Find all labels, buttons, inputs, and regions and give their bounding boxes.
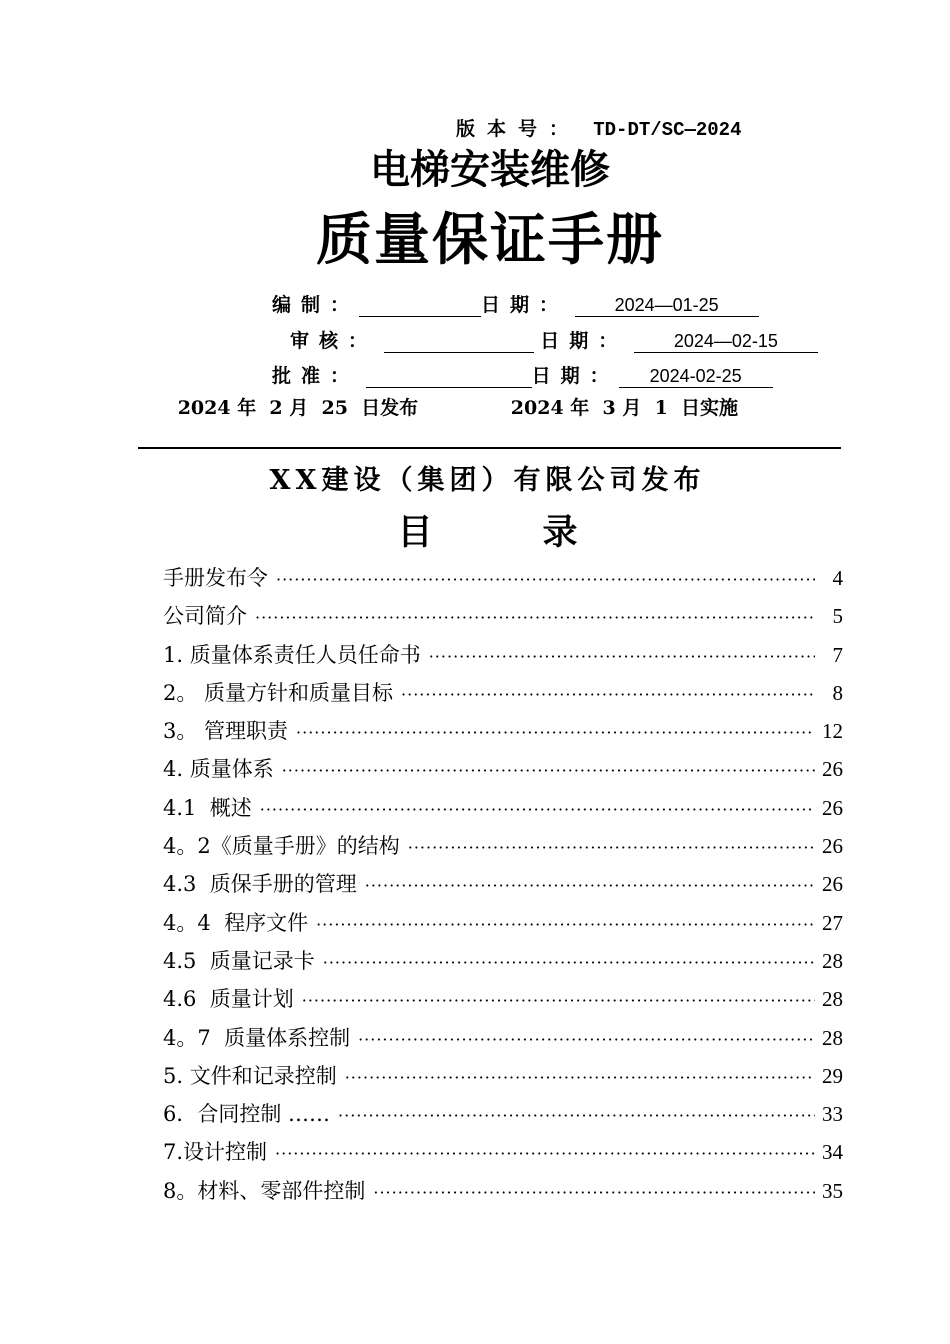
toc-entry[interactable] [163,600,843,638]
toc-entry-text: 4.6 质量计划 [163,987,294,1012]
effective-date: 2024 年 3 月 1 日实施 [510,397,739,419]
toc-entry-text: 4.1 概述 [163,795,252,820]
approved-date: 2024-02-25 [619,366,773,388]
prepared-signature-blank [359,296,481,317]
toc-entry-text: 4。7 质量体系控制 [163,1025,351,1050]
prepared-row [272,290,759,316]
toc-entry-page: 34 [822,1140,843,1165]
toc-leader-dots [408,838,815,857]
toc-entry[interactable] [163,562,843,600]
toc-entry-page: 8 [832,680,843,705]
toc-entry-page: 33 [822,1102,843,1127]
toc-entry-text: 4.5 质量记录卡 [163,948,315,973]
toc-leader-dots [275,1144,815,1163]
toc-entry[interactable] [163,1060,843,1098]
approved-signature-blank [366,367,532,388]
toc-entry-page: 29 [822,1063,843,1088]
toc-entry-text: 4.3 质保手册的管理 [163,872,357,897]
toc-entry-text: 4. 质量体系 [163,757,274,782]
toc-entry[interactable] [163,715,843,753]
toc-title-right: 录 [542,512,578,553]
toc-entry[interactable] [163,907,843,945]
toc-entry-page: 28 [822,948,843,973]
toc-entry-text: 6．合同控制 …… [163,1102,331,1127]
prepared-date: 2024—01-25 [575,295,759,317]
toc-entry-page: 26 [822,834,843,859]
toc-entry[interactable] [163,983,843,1021]
toc-entry[interactable] [163,945,843,983]
header-rule [138,447,841,449]
toc-entry-page: 26 [822,757,843,782]
toc-entry-page: 28 [822,987,843,1012]
toc-entry-text: 1. 质量体系责任人员任命书 [163,642,421,667]
toc-leader-dots [429,647,815,666]
toc-entry-page: 26 [822,872,843,897]
toc-entry-text: 4。4 程序文件 [163,910,309,935]
toc-entry-page: 12 [822,719,843,744]
toc-leader-dots [323,953,815,972]
toc-entry[interactable] [163,1098,843,1136]
toc-entry[interactable] [163,868,843,906]
toc-leader-dots [276,570,815,589]
toc-leader-dots [296,723,815,742]
toc-entry-text: 4。2《质量手册》的结构 [163,834,400,859]
toc-entry-text: 3。 管理职责 [163,719,289,744]
document-title-line1: 电梯安装维修 [370,146,610,193]
toc-title-left: 目 [397,512,433,553]
issue-date: 2024 年 2 月 25 日发布 [177,397,419,419]
toc-leader-dots [373,1183,815,1202]
toc-entry-text: 2。 质量方针和质量目标 [163,680,394,705]
toc-leader-dots [365,876,815,895]
toc-entry-page: 4 [832,566,843,590]
reviewed-date-label: 日期： [540,330,628,352]
toc-entry-page: 5 [832,604,843,629]
approved-row [272,361,773,387]
toc-leader-dots [282,761,815,780]
approved-date-label: 日期： [531,365,619,387]
toc-leader-dots [345,1068,815,1087]
reviewed-signature-blank [384,332,534,353]
document-title-line2: 质量保证手册 [316,207,664,273]
toc-entry-text: 手册发布令 [163,566,268,590]
version-number [456,114,741,141]
version-value: TD-DT/SC—2024 [593,119,742,141]
toc-entry[interactable] [163,792,843,830]
toc-entry-text: 7.设计控制 [163,1140,268,1165]
reviewed-label: 审核： [290,330,378,352]
toc-entry-text: 公司简介 [163,604,247,629]
toc-entry[interactable] [163,677,843,715]
toc-title [0,505,950,555]
toc-entry[interactable] [163,1175,843,1213]
version-label: 版本号： [456,118,581,140]
approved-label: 批准： [272,365,360,387]
toc-entry-page: 35 [822,1178,843,1203]
toc-entry[interactable] [163,1136,843,1174]
toc-leader-dots [255,608,815,627]
toc-leader-dots [316,915,815,934]
toc-leader-dots [338,1106,815,1125]
toc-leader-dots [302,991,815,1010]
toc-leader-dots [358,1030,815,1049]
toc-entry[interactable] [163,830,843,868]
toc-entry[interactable] [163,639,843,677]
toc-entry-page: 28 [822,1025,843,1050]
toc-entry-text: 8。材料、零部件控制 [163,1178,366,1203]
publish-dates [138,396,840,420]
toc-leader-dots [401,685,815,704]
toc-leader-dots [260,800,815,819]
toc-entry-page: 26 [822,795,843,820]
toc-entry-text: 5. 文件和记录控制 [163,1063,337,1088]
publisher: XX建设（集团）有限公司发布 [269,465,706,496]
reviewed-row [290,326,818,352]
table-of-contents [163,562,843,1213]
toc-entry[interactable] [163,1022,843,1060]
prepared-label: 编制： [272,294,360,316]
toc-entry-page: 27 [822,910,843,935]
prepared-date-label: 日期： [481,294,569,316]
reviewed-date: 2024—02-15 [634,331,818,353]
toc-entry-page: 7 [832,642,843,667]
toc-entry[interactable] [163,753,843,791]
